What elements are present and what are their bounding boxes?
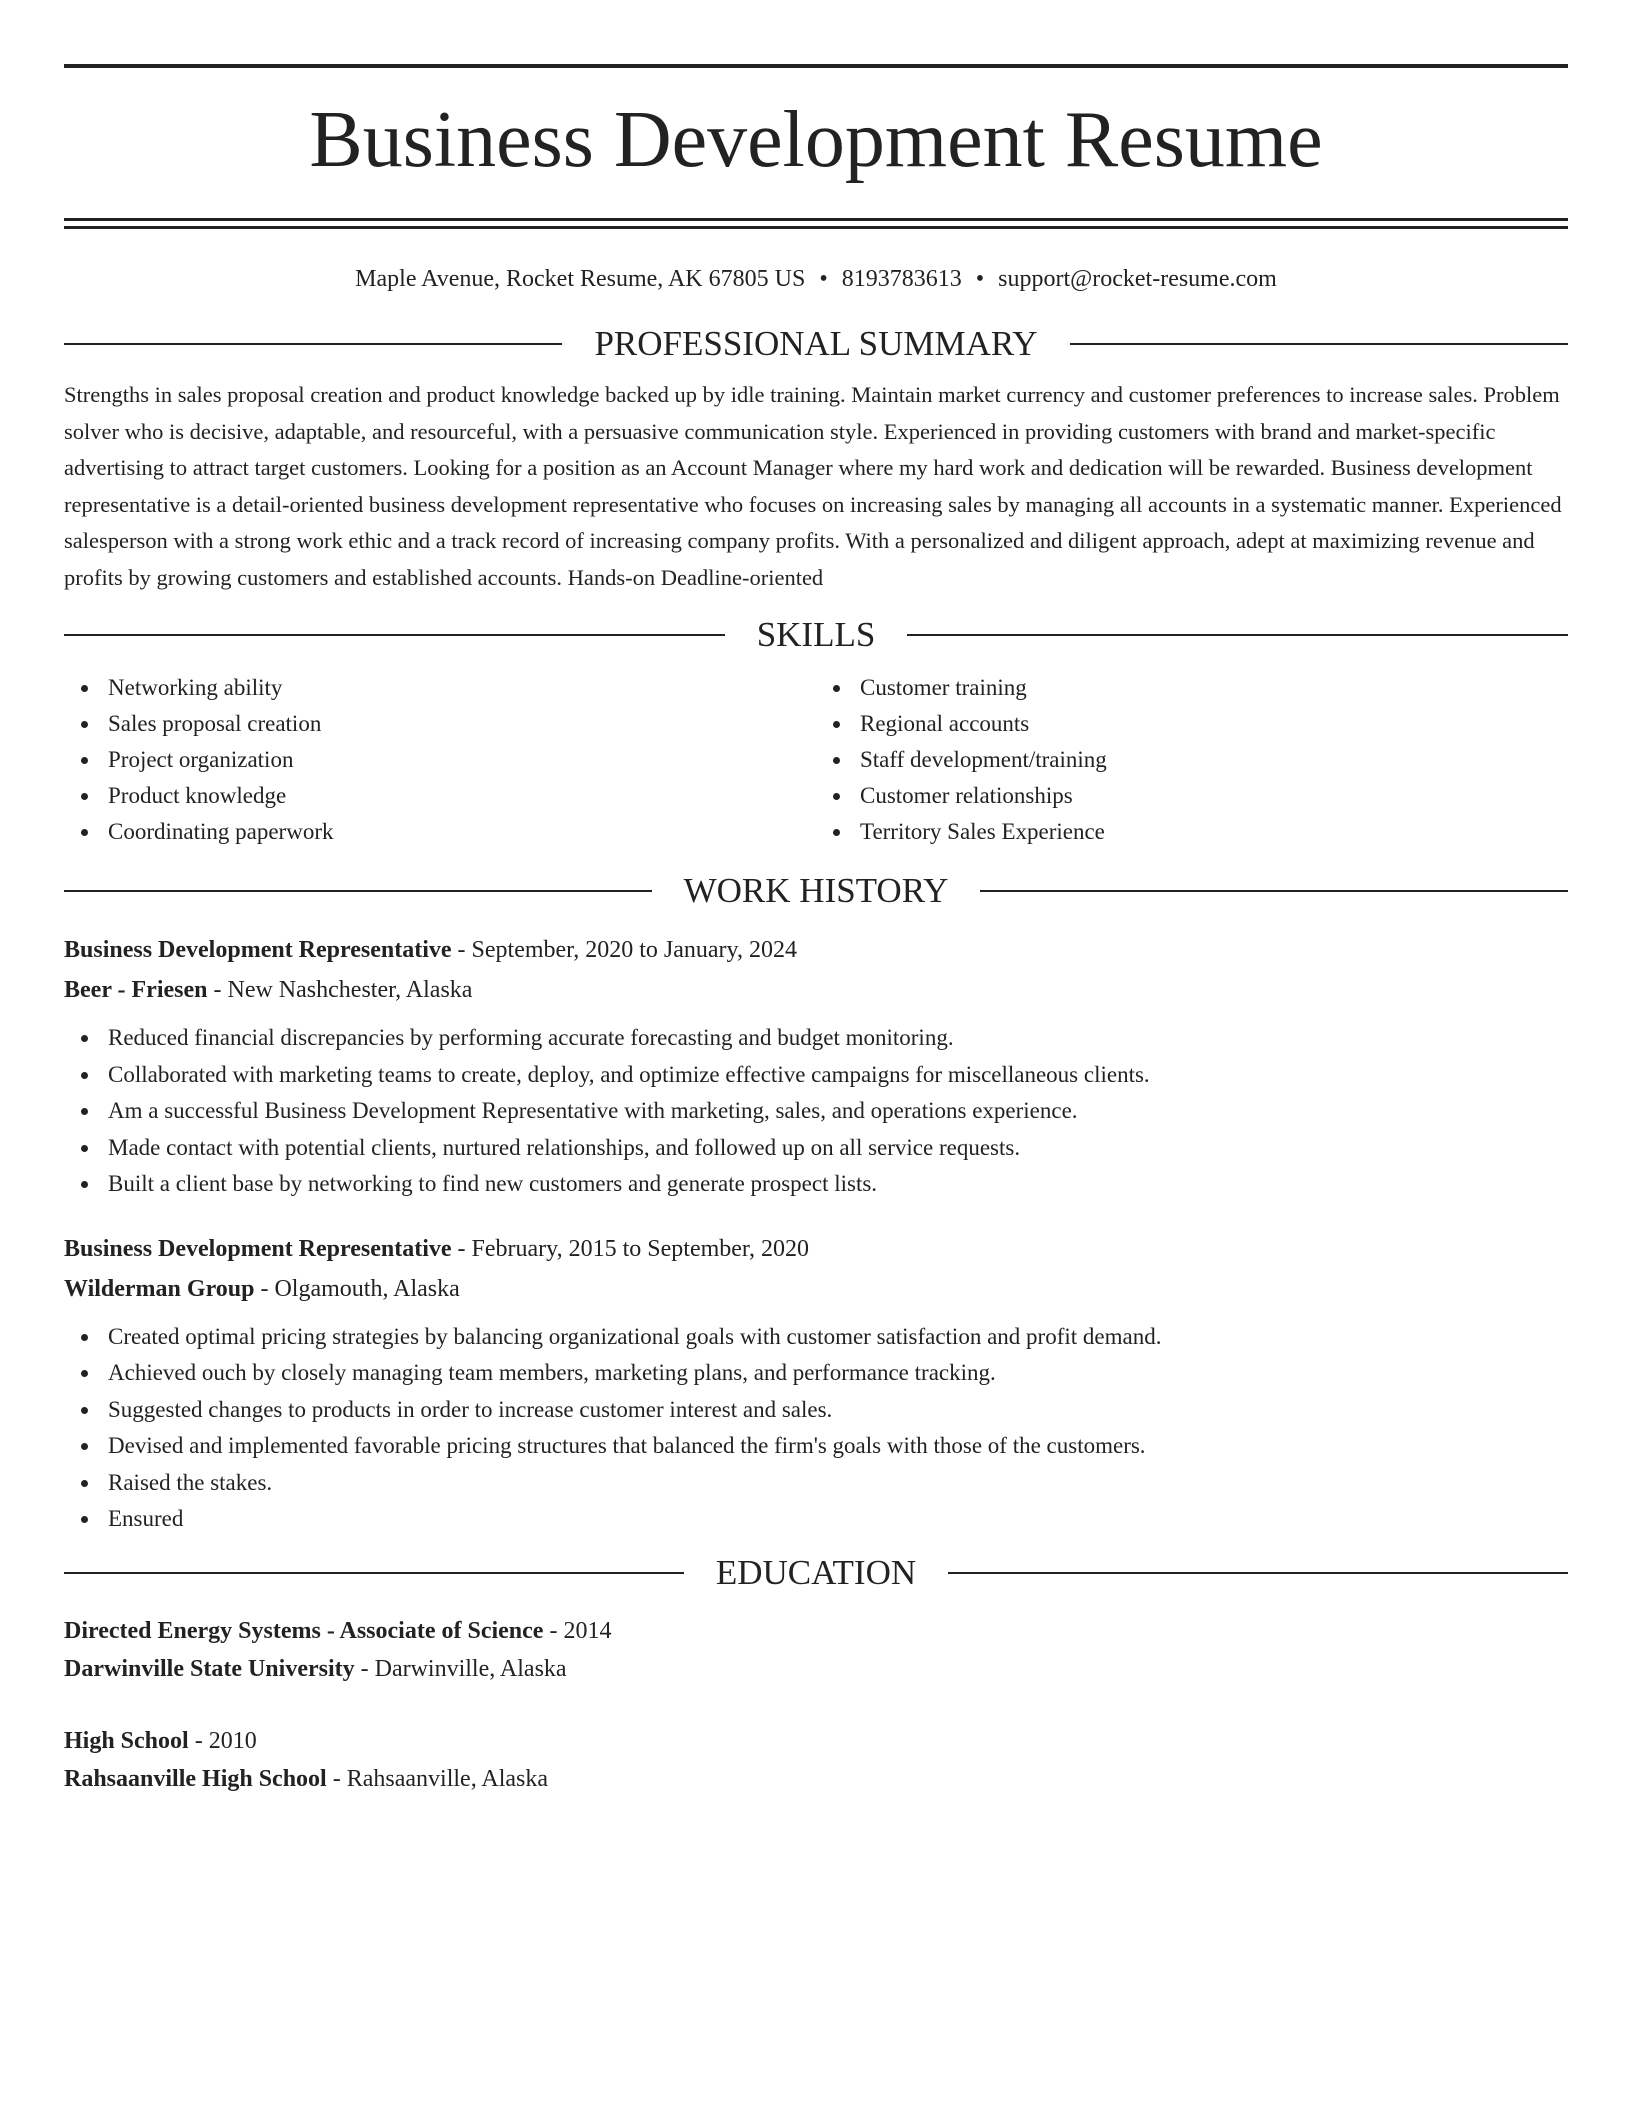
summary-heading-label: PROFESSIONAL SUMMARY bbox=[594, 324, 1038, 363]
skills-list bbox=[64, 670, 1568, 850]
job-bullet: Built a client base by networking to find new customers and generate prospect lists. bbox=[64, 1166, 1568, 1203]
education-degree: Directed Energy Systems - Associate of Science bbox=[64, 1617, 544, 1644]
education-heading-label: EDUCATION bbox=[715, 1552, 917, 1592]
skill-item: Product knowledge bbox=[64, 778, 816, 814]
skills-heading-label: SKILLS bbox=[756, 615, 876, 654]
job-bullet: Made contact with potential clients, nurtured relationships, and followed up on all service requests. bbox=[64, 1130, 1568, 1167]
job-bullet: Suggested changes to products in order to increase customer interest and sales. bbox=[64, 1392, 1568, 1429]
education-entry bbox=[64, 1612, 1568, 1688]
heading-rule-right bbox=[948, 1572, 1568, 1574]
heading-rule-left bbox=[64, 343, 562, 345]
job-company-line bbox=[64, 970, 1568, 1010]
education-school-line bbox=[64, 1760, 1568, 1798]
education-degree-line bbox=[64, 1612, 1568, 1650]
job-dates: - February, 2015 to September, 2020 bbox=[451, 1235, 809, 1262]
education-year: - 2010 bbox=[188, 1727, 257, 1754]
contact-address: Maple Avenue, Rocket Resume, AK 67805 US bbox=[355, 266, 806, 292]
job-title: Business Development Representative bbox=[64, 1235, 452, 1262]
contact-separator: • bbox=[819, 266, 828, 292]
job-title-line bbox=[64, 1229, 1568, 1269]
education-degree: High School bbox=[64, 1727, 189, 1754]
job-bullets bbox=[64, 1319, 1568, 1538]
skill-item: Regional accounts bbox=[816, 706, 1568, 742]
education-location: - Darwinville, Alaska bbox=[354, 1655, 567, 1682]
education-location: - Rahsaanville, Alaska bbox=[326, 1765, 549, 1792]
heading-rule-right bbox=[907, 634, 1568, 636]
education-degree-line bbox=[64, 1722, 1568, 1760]
job-bullet: Ensured bbox=[64, 1501, 1568, 1538]
heading-rule-left bbox=[64, 1572, 684, 1574]
job-company: Wilderman Group bbox=[64, 1275, 255, 1302]
heading-rule-left bbox=[64, 634, 725, 636]
job-title-line bbox=[64, 930, 1568, 970]
skill-item: Staff development/training bbox=[816, 742, 1568, 778]
summary-heading bbox=[64, 321, 1568, 367]
skill-item: Coordinating paperwork bbox=[64, 814, 816, 850]
contact-line bbox=[64, 263, 1568, 295]
job-bullet: Devised and implemented favorable pricing structures that balanced the firm's goals with those of the customers. bbox=[64, 1428, 1568, 1465]
job-location: - New Nashchester, Alaska bbox=[207, 977, 473, 1003]
skills-column-left bbox=[64, 670, 816, 850]
education-heading bbox=[64, 1550, 1568, 1596]
skill-item: Customer training bbox=[816, 670, 1568, 706]
job-bullet: Reduced financial discrepancies by performing accurate forecasting and budget monitoring. bbox=[64, 1020, 1568, 1057]
contact-separator: • bbox=[975, 266, 985, 292]
job-dates: - September, 2020 to January, 2024 bbox=[451, 937, 797, 963]
job-bullet: Collaborated with marketing teams to create, deploy, and optimize effective campaigns for miscellaneous clients. bbox=[64, 1057, 1568, 1094]
job-bullet: Am a successful Business Development Representative with marketing, sales, and operations experience. bbox=[64, 1093, 1568, 1130]
job-entry bbox=[64, 1229, 1568, 1538]
heading-rule-right bbox=[1070, 343, 1568, 345]
job-bullet: Created optimal pricing strategies by balancing organizational goals with customer satisfaction and profit demand. bbox=[64, 1319, 1568, 1356]
job-company: Beer - Friesen bbox=[64, 977, 208, 1003]
skill-item: Territory Sales Experience bbox=[816, 814, 1568, 850]
job-company-line bbox=[64, 1269, 1568, 1309]
heading-rule-right bbox=[980, 890, 1568, 892]
summary-text: Strengths in sales proposal creation and product knowledge backed up by idle training. Maintain market currency and customer preferences to increase sales. Problem solver who is decisive, adaptable, and resourceful, with a persuasive communication style. Experienced in providing customers with brand and market-specific advertising to attract target customers. Looking for a position as an Account Manager where my hard work and dedication will be rewarded. Business development representative is a detail-oriented business development representative who focuses on increasing sales by managing all accounts in a systematic manner. Experienced salesperson with a strong work ethic and a track record of increasing company profits. With a personalized and diligent approach, adept at maximizing revenue and profits by growing customers and established accounts. Hands-on Deadline-oriented bbox=[64, 382, 1562, 590]
education-school-line bbox=[64, 1650, 1568, 1688]
work-heading-label: WORK HISTORY bbox=[683, 871, 949, 910]
job-entry bbox=[64, 930, 1568, 1203]
resume-page bbox=[64, 64, 1568, 1798]
job-bullet: Raised the stakes. bbox=[64, 1465, 1568, 1502]
resume-title: Business Development Resume bbox=[309, 96, 1323, 184]
work-heading bbox=[64, 868, 1568, 914]
skills-heading bbox=[64, 612, 1568, 658]
heading-rule-left bbox=[64, 890, 652, 892]
skills-column-right bbox=[816, 670, 1568, 850]
contact-phone[interactable]: 8193783613 bbox=[841, 266, 962, 292]
job-bullet: Achieved ouch by closely managing team members, marketing plans, and performance tracking. bbox=[64, 1355, 1568, 1392]
skill-item: Customer relationships bbox=[816, 778, 1568, 814]
title-double-rule bbox=[64, 218, 1568, 229]
job-title: Business Development Representative bbox=[64, 937, 452, 963]
education-entry bbox=[64, 1722, 1568, 1798]
contact-email[interactable]: support@rocket-resume.com bbox=[998, 266, 1277, 292]
skill-item: Networking ability bbox=[64, 670, 816, 706]
skill-item: Sales proposal creation bbox=[64, 706, 816, 742]
skill-item: Project organization bbox=[64, 742, 816, 778]
job-location: - Olgamouth, Alaska bbox=[254, 1275, 460, 1302]
job-bullets bbox=[64, 1020, 1568, 1203]
education-school: Rahsaanville High School bbox=[64, 1765, 327, 1792]
education-year: - 2014 bbox=[543, 1617, 612, 1644]
top-rule bbox=[64, 64, 1568, 68]
education-school: Darwinville State University bbox=[64, 1655, 355, 1682]
